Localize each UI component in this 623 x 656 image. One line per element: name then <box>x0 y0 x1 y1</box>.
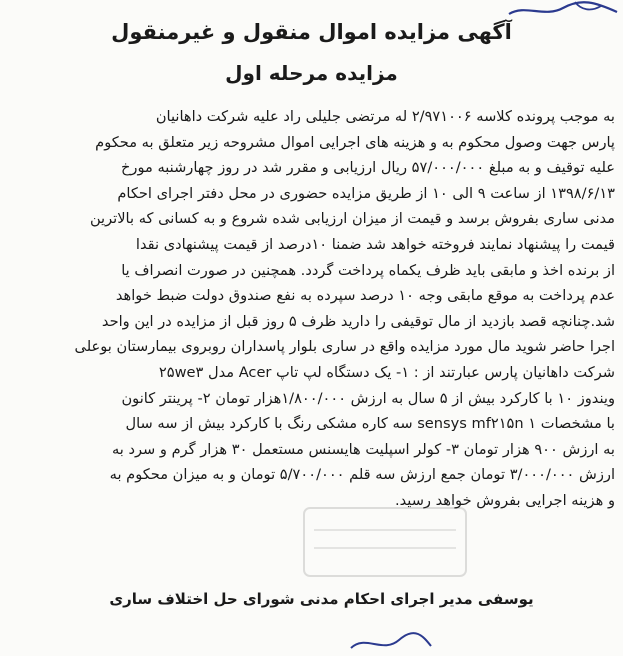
body-line: ۱۳۹۸/۶/۱۳ از ساعت ۹ الی ۱۰ از طریق مزایده حضوری در محل دفتر اجرای احکام <box>117 184 615 202</box>
body-line: به ارزش ۹۰۰ هزار تومان ۳- کولر اسپلیت هایسنس مستعمل ۳۰ هزار گرم و سرد به <box>111 440 615 458</box>
body-line: شد.چنانچه قصد بازدید از مال توقیفی را دارید ظرف ۵ روز قبل از مزایده در این واحد <box>101 312 615 330</box>
body-line: ویندوز ۱۰ با کارکرد بیش از ۵ سال به ارزش ۱/۸۰۰/۰۰۰هزار تومان ۲- پرینتر کانون <box>121 389 615 407</box>
body-line: عدم پرداخت به موقع مابقی وجه ۱۰ درصد سپرده به نفع صندوق دولت ضبط خواهد <box>115 287 615 305</box>
body-line: قیمت را پیشنهاد نمایند فروخته خواهد شد ضمنا ۱۰درصد از قیمت پیشنهادی نقدا <box>135 235 615 253</box>
notice-title: آگهی مزایده اموال منقول و غیرمنقول <box>111 20 512 44</box>
body-line: علیه توقیف و به مبلغ ۵۷/۰۰۰/۰۰۰ ریال ارزیابی و مقرر شد در روز چهارشنبه مورخ <box>120 159 615 177</box>
body-line: به موجب پرونده کلاسه ۲/۹۷۱۰۰۶ له مرتضی جلیلی راد علیه شرکت داهانیان <box>155 108 615 125</box>
notice-signature: یوسفی مدیر اجرای احکام مدنی شورای حل اختلاف ساری <box>109 590 534 608</box>
notice-subtitle: مزایده مرحله اول <box>225 61 398 85</box>
body-line: پارس جهت وصول محکوم به و هزینه های اجرایی اموال مشروحه زیر متعلق به محکوم <box>95 133 615 151</box>
faded-stamp <box>300 502 470 582</box>
body-line: اجرا حاضر شوید مال مورد مزایده واقع در ساری بلوار پاسداران روبروی بیمارستان بوعلی <box>74 338 615 356</box>
body-line: مدنی ساری بفروش برسد و قیمت از میزان ارزیابی شده شروع و به کسانی که بالاترین <box>89 210 615 228</box>
handwritten-mark-top <box>505 0 623 22</box>
body-line: و هزینه اجرایی بفروش خواهد رسید. <box>395 491 615 509</box>
body-line: از برنده اخذ و مابقی باید ظرف یکماه پرداخت گردد. همچنین در صورت انصراف یا <box>121 261 615 279</box>
handwritten-mark-bottom <box>345 628 435 656</box>
body-line: ارزش ۳/۰۰۰/۰۰۰ تومان جمع ارزش سه قلم ۵/۷۰۰/۰۰۰ تومان و به میزان محکوم به <box>109 466 615 484</box>
body-line: با مشخصات sensys mf۲۱۵n ۱ سه کاره مشکی رنگ با کارکرد بیش از سه سال <box>125 415 615 433</box>
notice-body <box>10 104 615 514</box>
body-line: شرکت داهانیان پارس عبارتند از : ۱- یک دستگاه لپ تاپ Acer مدل ۲۵we۳ <box>158 363 615 381</box>
